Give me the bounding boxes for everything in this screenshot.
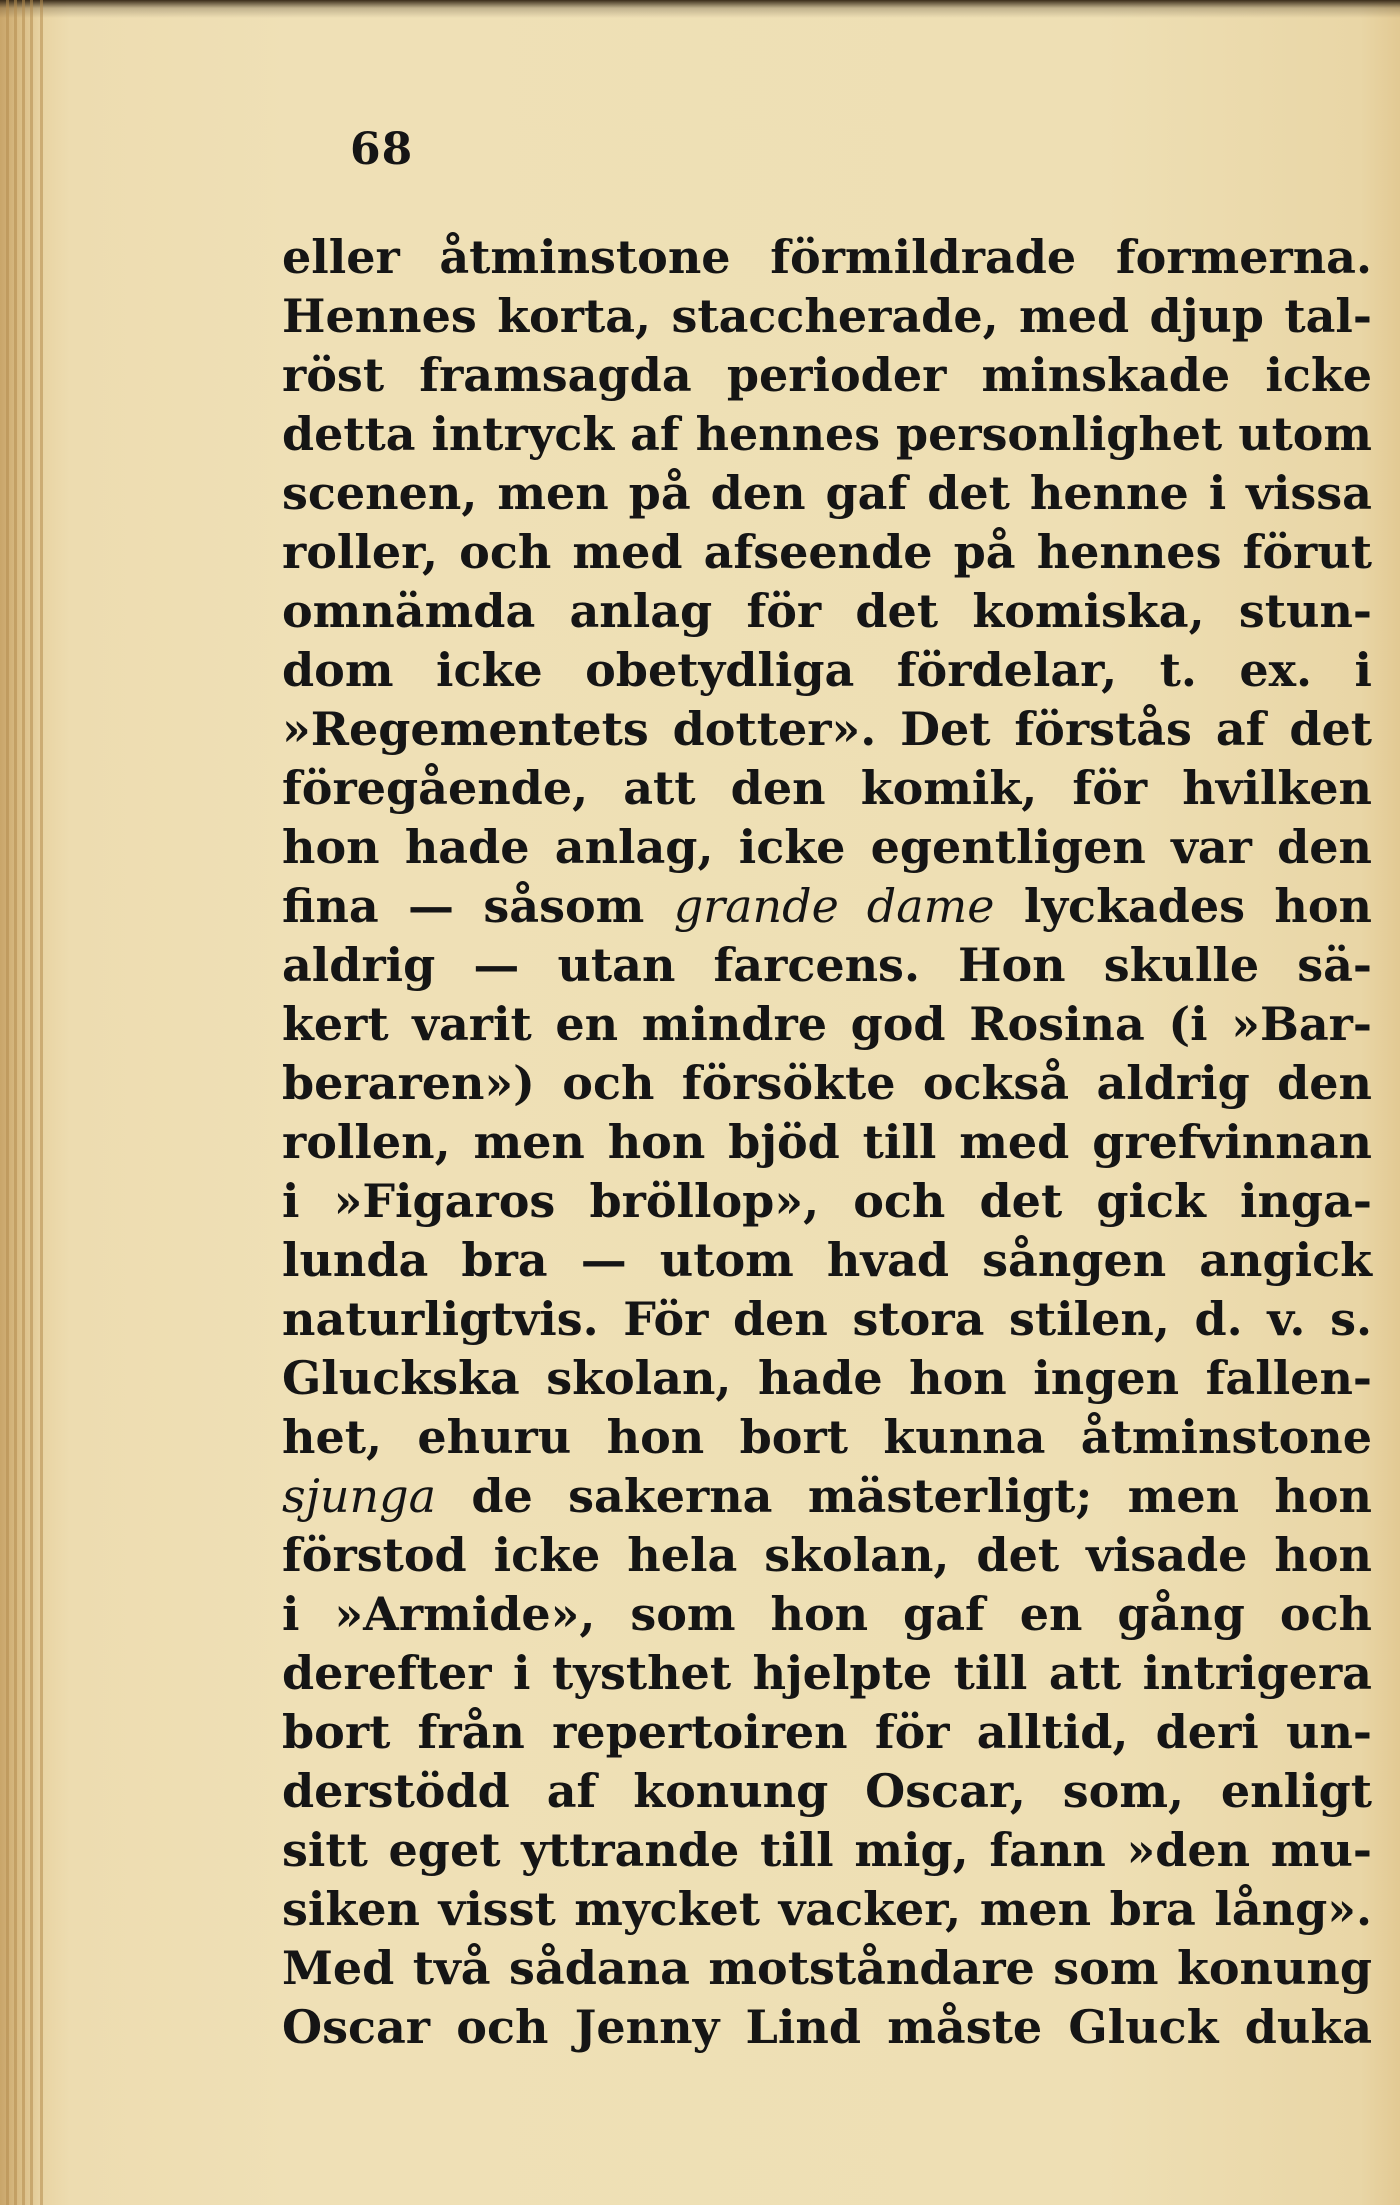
text-segment: aldrig — utan farcens. Hon skulle sä- bbox=[282, 938, 1372, 992]
text-line bbox=[282, 995, 1372, 1054]
text-segment: derstödd af konung Oscar, som, enligt bbox=[282, 1764, 1372, 1818]
text-segment: röst framsagda perioder minskade icke bbox=[282, 348, 1372, 402]
text-segment: sitt eget yttrande till mig, fann »den mu- bbox=[282, 1823, 1372, 1877]
text-line bbox=[282, 1939, 1372, 1998]
text-segment: Gluckska skolan, hade hon ingen fallen- bbox=[282, 1351, 1372, 1405]
text-line bbox=[282, 1172, 1372, 1231]
text-segment: lyckades hon bbox=[994, 879, 1372, 933]
text-line bbox=[282, 1762, 1372, 1821]
text-line bbox=[282, 1290, 1372, 1349]
text-line bbox=[282, 641, 1372, 700]
text-line bbox=[282, 405, 1372, 464]
text-line bbox=[282, 1408, 1372, 1467]
text-segment: kert varit en mindre god Rosina (i »Bar- bbox=[282, 997, 1372, 1051]
text-line bbox=[282, 1644, 1372, 1703]
text-line bbox=[282, 759, 1372, 818]
page-edge-stripe bbox=[40, 0, 43, 2205]
text-segment: siken visst mycket vacker, men bra lång». bbox=[282, 1882, 1372, 1936]
text-segment: derefter i tysthet hjelpte till att intrigera bbox=[282, 1646, 1372, 1700]
text-segment: naturligtvis. För den stora stilen, d. v. s. bbox=[282, 1292, 1372, 1346]
text-line bbox=[282, 1349, 1372, 1408]
text-segment: Hennes korta, staccherade, med djup tal- bbox=[282, 289, 1372, 343]
text-line bbox=[282, 700, 1372, 759]
italic-phrase: sjunga bbox=[282, 1469, 436, 1523]
text-line bbox=[282, 1526, 1372, 1585]
text-line bbox=[282, 1054, 1372, 1113]
text-segment: lunda bra — utom hvad sången angick bbox=[282, 1233, 1372, 1287]
body-text bbox=[282, 228, 1372, 2057]
text-segment: bort från repertoiren för alltid, deri un- bbox=[282, 1705, 1372, 1759]
page-top-shadow bbox=[0, 0, 1400, 18]
text-segment: Med två sådana motståndare som konung bbox=[282, 1941, 1372, 1995]
page-edge-stripe bbox=[30, 0, 33, 2205]
text-segment: föregående, att den komik, för hvilken bbox=[282, 761, 1372, 815]
text-line bbox=[282, 1467, 1372, 1526]
text-line bbox=[282, 228, 1372, 287]
page-edge-stripe bbox=[14, 0, 17, 2205]
text-line bbox=[282, 818, 1372, 877]
text-segment: hon hade anlag, icke egentligen var den bbox=[282, 820, 1372, 874]
text-line bbox=[282, 287, 1372, 346]
text-line bbox=[282, 877, 1372, 936]
text-line bbox=[282, 346, 1372, 405]
text-segment: fina — såsom bbox=[282, 879, 674, 933]
page-edge-stripe bbox=[6, 0, 9, 2205]
page-number: 68 bbox=[350, 124, 414, 175]
text-segment: omnämda anlag för det komiska, stun- bbox=[282, 584, 1372, 638]
text-segment: de sakerna mästerligt; men hon bbox=[436, 1469, 1372, 1523]
text-segment: rollen, men hon bjöd till med grefvinnan bbox=[282, 1115, 1372, 1169]
text-segment: »Regementets dotter». Det förstås af det bbox=[282, 702, 1372, 756]
text-segment: scenen, men på den gaf det henne i vissa bbox=[282, 466, 1372, 520]
text-line bbox=[282, 523, 1372, 582]
text-segment: dom icke obetydliga fördelar, t. ex. i bbox=[282, 643, 1372, 697]
text-segment: eller åtminstone förmildrade formerna. bbox=[282, 230, 1372, 284]
text-segment: detta intryck af hennes personlighet utom bbox=[282, 407, 1373, 461]
text-line bbox=[282, 1231, 1372, 1290]
text-line bbox=[282, 1821, 1372, 1880]
text-line bbox=[282, 1703, 1372, 1762]
text-segment: i »Figaros bröllop», och det gick inga- bbox=[282, 1174, 1372, 1228]
text-line bbox=[282, 1880, 1372, 1939]
text-line bbox=[282, 936, 1372, 995]
italic-phrase: grande dame bbox=[673, 879, 995, 933]
text-segment: het, ehuru hon bort kunna åtminstone bbox=[282, 1410, 1372, 1464]
text-line bbox=[282, 1585, 1372, 1644]
text-line bbox=[282, 464, 1372, 523]
page-edge-stripe bbox=[22, 0, 25, 2205]
text-line bbox=[282, 582, 1372, 641]
text-line bbox=[282, 1113, 1372, 1172]
text-segment: förstod icke hela skolan, det visade hon bbox=[282, 1528, 1372, 1582]
text-segment: roller, och med afseende på hennes förut bbox=[282, 525, 1372, 579]
text-line bbox=[282, 1998, 1372, 2057]
text-segment: Oscar och Jenny Lind måste Gluck duka bbox=[282, 2000, 1372, 2054]
text-segment: i »Armide», som hon gaf en gång och bbox=[282, 1587, 1372, 1641]
text-segment: beraren») och försökte också aldrig den bbox=[282, 1056, 1372, 1110]
